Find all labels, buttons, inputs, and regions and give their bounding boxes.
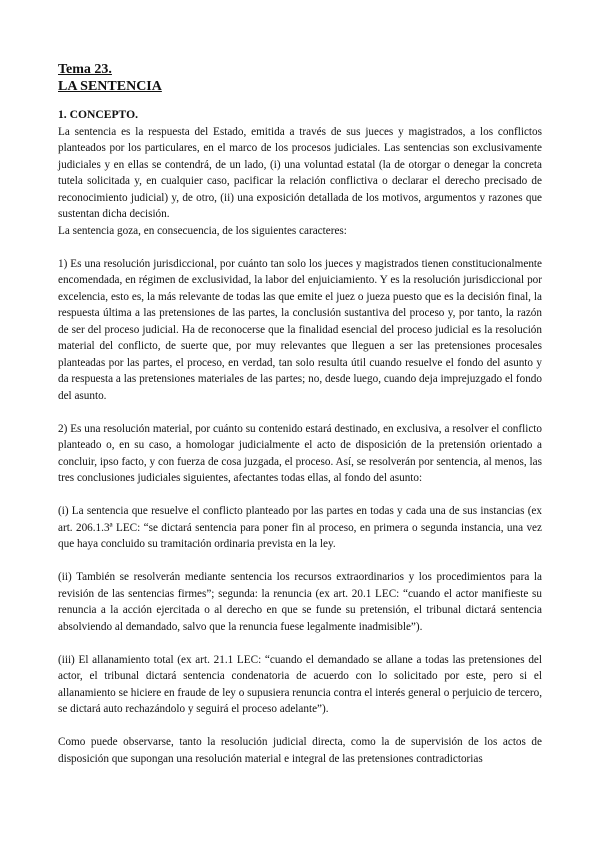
- paragraph-item-ii: (ii) También se resolverán mediante sentencia los recursos extraordinarios y los procedimientos para la revisión de las sentencias firmes”; segunda: la renuncia (ex art. 20.1 LEC: “cuando el actor manifieste su renuncia a la acción ejercitada o al derecho en que se funde su pretensión, el tribunal dictará sentencia absolviendo al demandado, salvo que la renuncia fuese legalmente inadmisible”).: [58, 571, 542, 633]
- paragraph-conclusion: Como puede observarse, tanto la resolución judicial directa, como la de supervisión de los actos de disposición que supongan una resolución material e integral de las pretensiones contradictorias: [58, 736, 542, 765]
- paragraph-item-iii: (iii) El allanamiento total (ex art. 21.1 LEC: “cuando el demandado se allane a todas las pretensiones del actor, el tribunal dictará sentencia condenatoria de acuerdo con lo solicitado por este, pero si el allanamiento se hiciere en fraude de ley o supusiera renuncia contra el interés general o perjuicio de tercero, se dictará auto rechazándolo y seguirá el proceso adelante”).: [58, 653, 542, 715]
- paragraph-item-i: (i) La sentencia que resuelve el conflicto planteado por las partes en todas y cada una de sus instancias (ex art. 206.1.3ª LEC: “se dictará sentencia para poner fin al proceso, en primera o segunda instancia, una vez que haya concluido su tramitación ordinaria prevista en la ley.: [58, 505, 542, 550]
- section-heading: 1. CONCEPTO.: [58, 108, 138, 121]
- topic-number: Tema 23.: [58, 62, 112, 77]
- document-body: [58, 107, 542, 767]
- paragraph-characteristic-1: 1) Es una resolución jurisdiccional, por cuánto tan solo los jueces y magistrados tienen constitucionalmente encomendada, en régimen de exclusividad, la labor del enjuiciamiento. Y es la resolución jurisdiccional por excelencia, esto es, la más relevante de todas las que emite el juez o jueza puesto que es la decisión final, la respuesta última a las pretensiones de las partes, la conclusión sustantiva del proceso y, por tanto, la razón de ser del proceso judicial. Ha de reconocerse que la finalidad esencial del proceso judicial es la resolución material del conflicto, de suerte que, por muy relevantes que lleguen a ser las pretensiones procesales planteadas por las partes, el proceso, en verdad, tan solo resulta útil cuando resuelve el fondo del asunto y da respuesta a las pretensiones materiales de las partes; no, desde luego, cuando deja imprejuzgado el fondo del asunto.: [58, 257, 542, 402]
- paragraph-definition: La sentencia es la respuesta del Estado, emitida a través de sus jueces y magistrados, a los conflictos planteados por los particulares, en el marco de los procesos judiciales. Las sentencias son exclusivamente judiciales y en ellas se contendrá, de un lado, (i) una voluntad estatal (la de otorgar o denegar la concreta tutela solicitada y, en cualquier caso, pacificar la relación conflictiva o declarar el derecho precisado de reconocimiento judicial) y, de otro, (ii) una exposición detallada de los motivos, argumentos y razones que sustentan dicha decisión.: [58, 125, 542, 220]
- page-title: LA SENTENCIA: [58, 79, 162, 94]
- paragraph-intro-characteristics: La sentencia goza, en consecuencia, de los siguientes caracteres:: [58, 224, 347, 237]
- paragraph-characteristic-2: 2) Es una resolución material, por cuánto su contenido estará destinado, en exclusiva, a resolver el conflicto planteado o, en su caso, a homologar judicialmente el acto de disposición de la pretensión orientado a concluir, ipso facto, y con fuerza de cosa juzgada, el proceso. Así, se resolverán por sentencia, al menos, las tres conclusiones judiciales siguientes, afectantes todas ellas, al fondo del asunto:: [58, 422, 542, 484]
